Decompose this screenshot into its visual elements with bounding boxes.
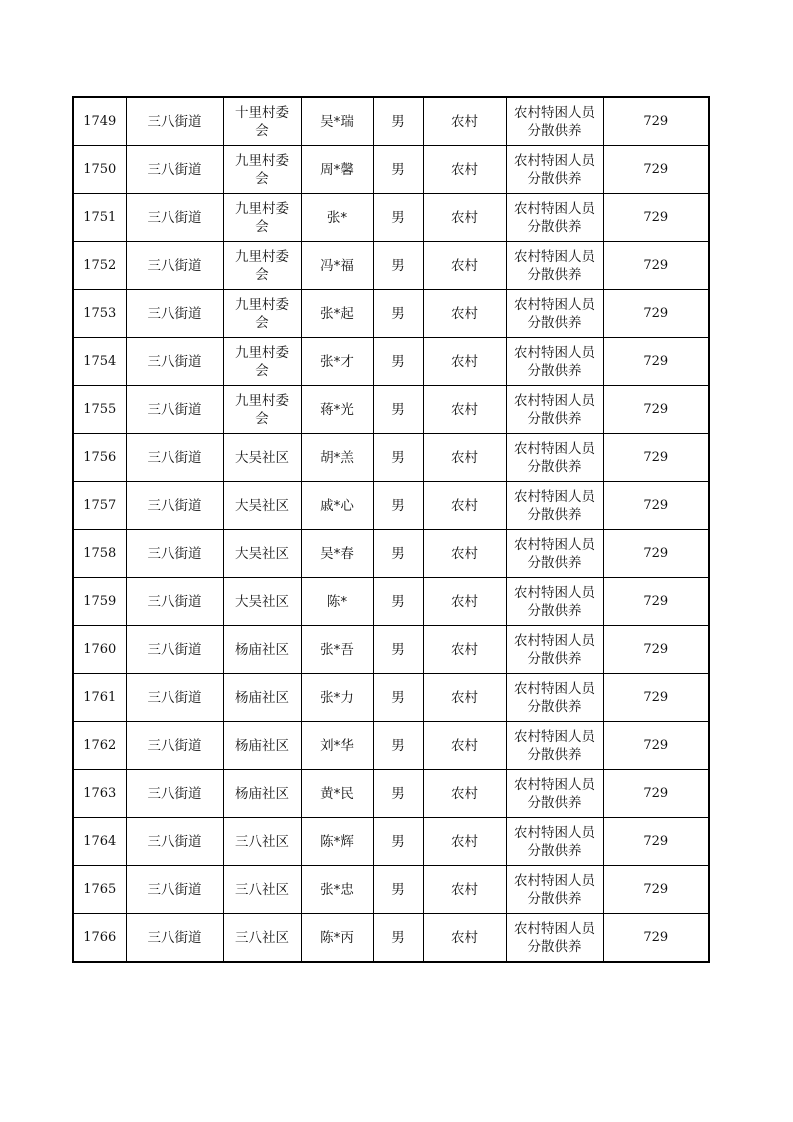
table-row — [73, 626, 709, 674]
row-number-cell: 1761 — [73, 674, 126, 722]
amount-cell: 729 — [603, 482, 709, 530]
table-row — [73, 866, 709, 914]
street-cell: 三八街道 — [126, 290, 223, 338]
name-cell: 张*起 — [301, 290, 373, 338]
community-cell: 九里村委会 — [223, 290, 301, 338]
name-cell: 冯*福 — [301, 242, 373, 290]
amount-cell: 729 — [603, 97, 709, 146]
street-cell: 三八街道 — [126, 338, 223, 386]
area-cell: 农村 — [423, 338, 506, 386]
gender-cell: 男 — [373, 386, 423, 434]
street-cell: 三八街道 — [126, 530, 223, 578]
row-number-cell: 1749 — [73, 97, 126, 146]
street-cell: 三八街道 — [126, 386, 223, 434]
gender-cell: 男 — [373, 530, 423, 578]
community-cell: 三八社区 — [223, 866, 301, 914]
gender-cell: 男 — [373, 242, 423, 290]
table-body — [73, 97, 709, 962]
amount-cell: 729 — [603, 530, 709, 578]
community-cell: 九里村委会 — [223, 242, 301, 290]
community-cell: 大吴社区 — [223, 434, 301, 482]
row-number-cell: 1763 — [73, 770, 126, 818]
category-cell: 农村特困人员分散供养 — [506, 97, 603, 146]
gender-cell: 男 — [373, 146, 423, 194]
street-cell: 三八街道 — [126, 914, 223, 963]
amount-cell: 729 — [603, 722, 709, 770]
area-cell: 农村 — [423, 770, 506, 818]
community-cell: 杨庙社区 — [223, 674, 301, 722]
table-row — [73, 338, 709, 386]
area-cell: 农村 — [423, 482, 506, 530]
street-cell: 三八街道 — [126, 434, 223, 482]
row-number-cell: 1764 — [73, 818, 126, 866]
gender-cell: 男 — [373, 626, 423, 674]
category-cell: 农村特困人员分散供养 — [506, 722, 603, 770]
area-cell: 农村 — [423, 530, 506, 578]
gender-cell: 男 — [373, 770, 423, 818]
street-cell: 三八街道 — [126, 482, 223, 530]
category-cell: 农村特困人员分散供养 — [506, 914, 603, 963]
row-number-cell: 1755 — [73, 386, 126, 434]
street-cell: 三八街道 — [126, 242, 223, 290]
amount-cell: 729 — [603, 194, 709, 242]
name-cell: 胡*羔 — [301, 434, 373, 482]
street-cell: 三八街道 — [126, 674, 223, 722]
community-cell: 杨庙社区 — [223, 770, 301, 818]
table-row — [73, 386, 709, 434]
street-cell: 三八街道 — [126, 626, 223, 674]
row-number-cell: 1752 — [73, 242, 126, 290]
amount-cell: 729 — [603, 146, 709, 194]
amount-cell: 729 — [603, 434, 709, 482]
gender-cell: 男 — [373, 482, 423, 530]
community-cell: 九里村委会 — [223, 194, 301, 242]
table-row — [73, 146, 709, 194]
gender-cell: 男 — [373, 722, 423, 770]
row-number-cell: 1766 — [73, 914, 126, 963]
name-cell: 吴*瑞 — [301, 97, 373, 146]
amount-cell: 729 — [603, 290, 709, 338]
row-number-cell: 1765 — [73, 866, 126, 914]
community-cell: 大吴社区 — [223, 530, 301, 578]
area-cell: 农村 — [423, 290, 506, 338]
amount-cell: 729 — [603, 914, 709, 963]
area-cell: 农村 — [423, 386, 506, 434]
row-number-cell: 1757 — [73, 482, 126, 530]
row-number-cell: 1762 — [73, 722, 126, 770]
community-cell: 九里村委会 — [223, 146, 301, 194]
name-cell: 张*才 — [301, 338, 373, 386]
category-cell: 农村特困人员分散供养 — [506, 386, 603, 434]
community-cell: 十里村委会 — [223, 97, 301, 146]
row-number-cell: 1756 — [73, 434, 126, 482]
street-cell: 三八街道 — [126, 866, 223, 914]
name-cell: 张* — [301, 194, 373, 242]
name-cell: 陈*丙 — [301, 914, 373, 963]
street-cell: 三八街道 — [126, 818, 223, 866]
category-cell: 农村特困人员分散供养 — [506, 338, 603, 386]
area-cell: 农村 — [423, 146, 506, 194]
street-cell: 三八街道 — [126, 194, 223, 242]
street-cell: 三八街道 — [126, 722, 223, 770]
row-number-cell: 1751 — [73, 194, 126, 242]
amount-cell: 729 — [603, 674, 709, 722]
amount-cell: 729 — [603, 242, 709, 290]
category-cell: 农村特困人员分散供养 — [506, 818, 603, 866]
street-cell: 三八街道 — [126, 770, 223, 818]
area-cell: 农村 — [423, 578, 506, 626]
category-cell: 农村特困人员分散供养 — [506, 146, 603, 194]
gender-cell: 男 — [373, 194, 423, 242]
category-cell: 农村特困人员分散供养 — [506, 674, 603, 722]
category-cell: 农村特困人员分散供养 — [506, 194, 603, 242]
category-cell: 农村特困人员分散供养 — [506, 434, 603, 482]
street-cell: 三八街道 — [126, 146, 223, 194]
area-cell: 农村 — [423, 626, 506, 674]
gender-cell: 男 — [373, 866, 423, 914]
category-cell: 农村特困人员分散供养 — [506, 290, 603, 338]
area-cell: 农村 — [423, 866, 506, 914]
amount-cell: 729 — [603, 338, 709, 386]
name-cell: 黄*民 — [301, 770, 373, 818]
table-row — [73, 290, 709, 338]
community-cell: 三八社区 — [223, 914, 301, 963]
gender-cell: 男 — [373, 434, 423, 482]
category-cell: 农村特困人员分散供养 — [506, 482, 603, 530]
area-cell: 农村 — [423, 434, 506, 482]
name-cell: 戚*心 — [301, 482, 373, 530]
name-cell: 陈*辉 — [301, 818, 373, 866]
community-cell: 三八社区 — [223, 818, 301, 866]
area-cell: 农村 — [423, 674, 506, 722]
table-row — [73, 97, 709, 146]
name-cell: 刘*华 — [301, 722, 373, 770]
street-cell: 三八街道 — [126, 578, 223, 626]
area-cell: 农村 — [423, 242, 506, 290]
amount-cell: 729 — [603, 626, 709, 674]
community-cell: 大吴社区 — [223, 482, 301, 530]
row-number-cell: 1759 — [73, 578, 126, 626]
table-row — [73, 482, 709, 530]
row-number-cell: 1754 — [73, 338, 126, 386]
community-cell: 九里村委会 — [223, 338, 301, 386]
amount-cell: 729 — [603, 818, 709, 866]
row-number-cell: 1758 — [73, 530, 126, 578]
gender-cell: 男 — [373, 818, 423, 866]
name-cell: 陈* — [301, 578, 373, 626]
area-cell: 农村 — [423, 818, 506, 866]
category-cell: 农村特困人员分散供养 — [506, 530, 603, 578]
gender-cell: 男 — [373, 290, 423, 338]
amount-cell: 729 — [603, 386, 709, 434]
gender-cell: 男 — [373, 914, 423, 963]
gender-cell: 男 — [373, 338, 423, 386]
name-cell: 蒋*光 — [301, 386, 373, 434]
table-row — [73, 242, 709, 290]
name-cell: 张*忠 — [301, 866, 373, 914]
recipient-table — [72, 96, 710, 963]
row-number-cell: 1750 — [73, 146, 126, 194]
category-cell: 农村特困人员分散供养 — [506, 626, 603, 674]
name-cell: 张*吾 — [301, 626, 373, 674]
name-cell: 张*力 — [301, 674, 373, 722]
amount-cell: 729 — [603, 770, 709, 818]
category-cell: 农村特困人员分散供养 — [506, 242, 603, 290]
community-cell: 杨庙社区 — [223, 722, 301, 770]
table-row — [73, 530, 709, 578]
name-cell: 周*馨 — [301, 146, 373, 194]
table-row — [73, 914, 709, 963]
table-row — [73, 674, 709, 722]
community-cell: 大吴社区 — [223, 578, 301, 626]
table-row — [73, 722, 709, 770]
area-cell: 农村 — [423, 194, 506, 242]
amount-cell: 729 — [603, 866, 709, 914]
area-cell: 农村 — [423, 914, 506, 963]
table-row — [73, 770, 709, 818]
area-cell: 农村 — [423, 722, 506, 770]
community-cell: 九里村委会 — [223, 386, 301, 434]
category-cell: 农村特困人员分散供养 — [506, 770, 603, 818]
community-cell: 杨庙社区 — [223, 626, 301, 674]
category-cell: 农村特困人员分散供养 — [506, 578, 603, 626]
gender-cell: 男 — [373, 674, 423, 722]
amount-cell: 729 — [603, 578, 709, 626]
row-number-cell: 1760 — [73, 626, 126, 674]
category-cell: 农村特困人员分散供养 — [506, 866, 603, 914]
gender-cell: 男 — [373, 578, 423, 626]
gender-cell: 男 — [373, 97, 423, 146]
street-cell: 三八街道 — [126, 97, 223, 146]
name-cell: 吴*春 — [301, 530, 373, 578]
row-number-cell: 1753 — [73, 290, 126, 338]
table-row — [73, 434, 709, 482]
table-row — [73, 194, 709, 242]
table-row — [73, 818, 709, 866]
area-cell: 农村 — [423, 97, 506, 146]
table-row — [73, 578, 709, 626]
